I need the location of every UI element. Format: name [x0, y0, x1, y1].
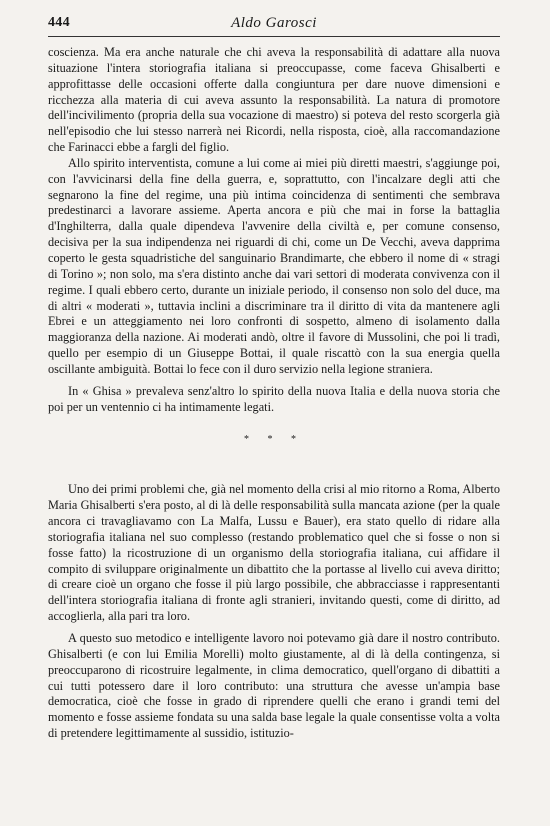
- running-title: Aldo Garosci: [231, 15, 317, 31]
- body-text: [48, 45, 500, 742]
- paragraph-4: Uno dei primi problemi che, già nel momento della crisi al mio ritorno a Roma, Alberto Maria Ghisalberti s'era posto, al di là delle responsabilità sulla mancata azione (per la quale ancora ci travagliavamo con La Malfa, Lussu e Bauer), era stato quello di ridare alla storiografia italiana nel suo complesso (restando problematico quel che si fosse o non si fosse fatto) la ricostruzione di un organismo della storiografia italiana, cui affidare il compito di sviluppare originalmente un dibattito che la portasse al livello cui aveva diritto; di creare cioè un organo che fosse il più largo possibile, che abbracciasse i rappresentanti dell'intera storiografia italiana di fronte agli stranieri, invitando questi, come di diritto, ad accoglierla, alla pari tra loro.: [48, 482, 500, 624]
- paragraph-1: coscienza. Ma era anche naturale che chi aveva la responsabilità di adattare alla nuova situazione l'intera storiografia italiana si preoccupasse, come faceva Ghisalberti e approfittasse delle occasioni offerte dalla congiuntura per dare nuove dimensioni e ricchezza alla materia di cui aveva assunto la responsabilità. La natura di promotore dell'incivilimento (propria della sua vocazione di maestro) si poteva del resto scorgerla già nell'episodio che lui stesso narrerà nei Ricordi, nella risposta, cioè, alla raccomandazione che Farinacci ebbe a fargli del figlio.: [48, 45, 500, 155]
- section-separator: * * *: [244, 434, 304, 446]
- page-number: 444: [48, 15, 70, 30]
- paragraph-3: In « Ghisa » prevaleva senz'altro lo spirito della nuova Italia e della nuova storia che poi per un ventennio ci ha intimamente legati.: [48, 383, 500, 414]
- page-header: [48, 14, 500, 37]
- paragraph-5: A questo suo metodico e intelligente lavoro noi potevamo già dare il nostro contributo. Ghisalberti (e con lui Emilia Morelli) molto giustamente, al di là della contingenza, si preoccuparono di ricostruire legalmente, in clima democratico, quell'organo di dibattiti a cui tutti potessero dare il loro contributo: una struttura che avesse un'ampia base democratica, cioè che fosse in grado di riprendere quelli che erano i grandi temi del momento e fosse assieme fondata su una salda base legale la quale consentisse volta a volta di pretendere legittimamente al sussidio, istituzio-: [48, 631, 500, 741]
- paragraph-2: Allo spirito interventista, comune a lui come ai miei più diretti maestri, s'aggiunge poi, con l'avvicinarsi della fine della guerra, e, soprattutto, con l'incalzare degli atti che segnarono la fine del regime, una più intima coincidenza di sentimenti che sembrava predestinarci a lavorare assieme. Aperta ancora e più che mai in forse la battaglia d'Inghilterra, dalla quale dipendeva l'avvenire della civiltà e, per comune consenso, decisiva per la sua indipendenza nei riguardi di chi, come un De Vecchi, aveva dapprima coperto le gesta squadristiche del sanguinario Brandimarte, che ebbero il nome di « stragi di Torino »; non solo, ma s'era distinto anche dai vari settori di moderata convivenza con il regime. I quali ebbero certo, durante un iniziale periodo, il consenso non solo del duce, ma di altri « moderati », tuttavia inclini a discriminare tra il diritto di vita da mantenere agli Ebrei e un atteggiamento nei loro confronti di sospetto, almeno di isolamento dalla maggioranza della nazione. Ai moderati andò, oltre il favore di Mussolini, che poi li tradì, quello per esempio di un Giuseppe Bottai, il quale riscattò con la sua energia quella oscillante ambiguità. Bottai lo fece con il duro servizio nella legione straniera.: [48, 155, 500, 376]
